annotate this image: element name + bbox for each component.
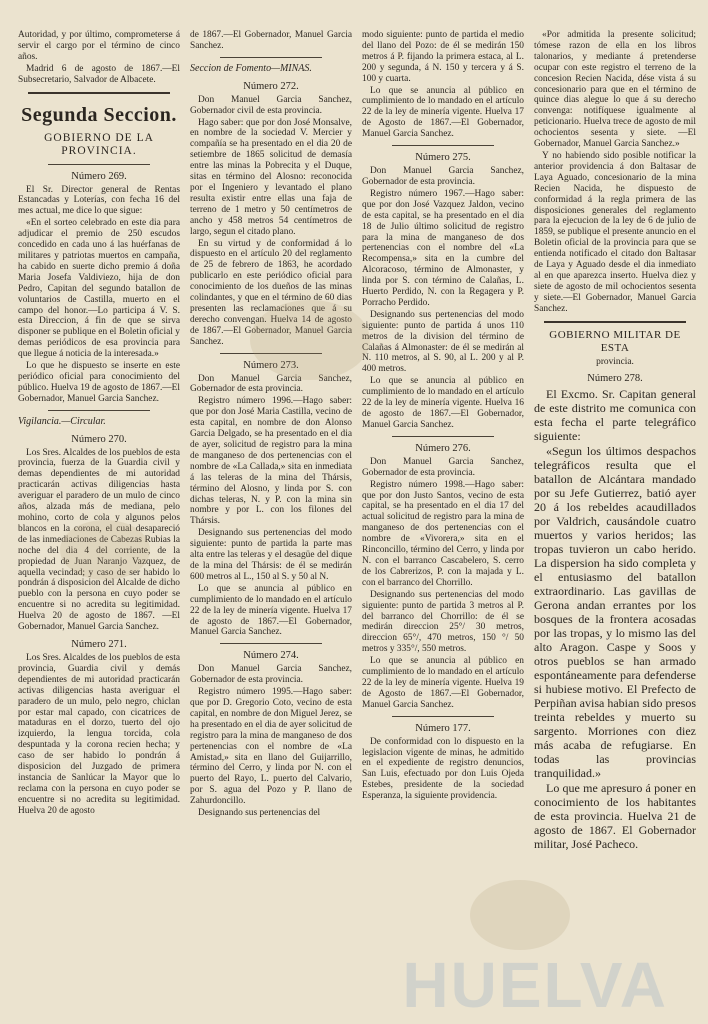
columns [18, 30, 696, 1014]
notice-text: Don Manuel Garcia Sanchez, Gobernador de esta provincia. [362, 456, 524, 478]
notice-text: Don Manuel Garcia Sanchez, Gobernador de esta provincia. [362, 166, 524, 187]
divider [392, 716, 494, 717]
divider [48, 410, 150, 411]
telegram-block [534, 387, 696, 851]
notice-text: Designando sus pertenencias del modo siguiente: punto de partida á unos 110 metros de la division del término de Calañas á Almonaster: de él se medirán al N. 110 metros, al S. 90, al L. 200 y al P. 400 metros. [362, 309, 524, 375]
notice-number: Número 272. [243, 80, 299, 92]
notice-text: Registro número 1998.—Hago saber: que por don Justo Santos, vecino de esta capital, se ha presentado en el dia 17 del actual solicitud de registro para la mina de manganeso de dos pertenencias con el nombre de «Vivorera,» sita en el Rinconcillo, término del Cerro, y linda por N. con el barranco Cascabelero, S. cerro de los Cabrerizos, P. con la majada y L. con el barranco del Chorrillo. [362, 479, 524, 588]
military-heading: GOBIERNO MILITAR DE ESTA [549, 328, 681, 354]
notice-text: Don Manuel Garcia Sanchez, Gobernador civil de esta provincia. [190, 94, 352, 116]
notice-text: El Excmo. Sr. Capitan general de este distrito me comunica con esta fecha el parte telegráfico siguiente: [534, 387, 696, 444]
divider [220, 353, 322, 354]
gov-heading: GOBIERNO DE LA PROVINCIA. [44, 131, 154, 157]
intro-text: Autoridad, y por último, comprometerse á servir el cargo por el término de cinco años. [18, 30, 180, 62]
notice-text: «En el sorteo celebrado en este dia para adjudicar el premio de 250 escudos concedido en cada uno á las huérfanas de militares y patriotas muertos en campaña, ha cabido en suerte dicho premio á doña Maria Josefa Valdiviezo, hija de don Pedro, Capitan del segundo batallon de voluntarios de Castilla, muerto en el campo del honor.—Lo participa á V. S. esta Direccion, á fin de que se sirva disponer se publique en el Boletin oficial y demas periódicos de esa provincia para que llegue á noticia de la interesada.» [18, 218, 180, 360]
notice-text: Lo que se anuncia al público en cumplimiento de lo mandado en el artículo 22 de la ley de minería vigente. Huelva 17 de Agosto de 1867.—El Gobernador, Manuel Garcia Sanchez. [362, 85, 524, 140]
notice-number: Número 273. [243, 359, 299, 371]
notice-text: De conformidad con lo dispuesto en la legislacion vigente de minas, he admitido en el expediente de registro denuncios, San Luis, efectuado por don Luis Ojeda Estebes, presidente de la sociedad Esperanza, la siguiente providencia. [362, 736, 524, 802]
military-subheading: provincia. [596, 356, 634, 367]
notice-text: Designando sus pertenencias del modo siguiente: punto de partida 3 metros al P. del barranco del Chorrillo: de él se medirán direccion 25°/ 30 metros, direccion 65°/, 470 metros, 150 °/ 50 metros y 335°/, 550 metros. [362, 589, 524, 655]
notice-text: Los Sres. Alcaldes de los pueblos de esta provincia, Guardia civil y demás dependientes de mi autoridad practicarán activas diligencias hasta averiguar el paradero de un mulo, pelo negro, chiclan por estar mal capado, con cicatrices de mataduras en el dorzo, tuerto del ojo izquierdo, la lengua torcida, cola despuntada y la corona recien hecha; y caso de ser habido lo pondrán á disposicion del Juzgado de primera instancia de Sanlúcar la Mayor que lo reclama con la persona en cuyo poder se encuentre si no acredita su legitimidad. Huelva 20 de agosto [18, 652, 180, 816]
notice-text: «Por admitida la presente solicitud; tómese razon de ella en los libros talonarios, y mediante á pretenderse ocupar con este registro el terreno de la concesion Recien Nacida, dése vista á su concesionario para que en el término de quince dias alegue lo que á su derecho convenga: notifíquese igualmente al peticionario. Huelva trece de agosto de mil ochocientos sesenta y siete. —El Gobernador, Manuel Garcia Sanchez.» [534, 30, 696, 150]
library-watermark: HUELVA [402, 949, 668, 1021]
notice-text: Lo que se anuncia al público en cumplimiento de lo mandado en el artículo 22 de la ley de minería vigente. Huelva 16 de agosto de 1867.—El Gobernador, Manuel Garcia Sanchez. [362, 376, 524, 430]
divider [392, 145, 494, 146]
notice-number: Número 270. [71, 433, 127, 445]
notice-text: modo siguiente: punto de partida el medio del llano del Pozo: de él se medirán 150 metros á P. fijando la primera estaca, al L. 200 y segunda, á N. 150 y tercera y á S. 100 y cuarta. [362, 30, 524, 84]
notice-number: Número 269. [71, 170, 127, 182]
column-2 [190, 30, 352, 1014]
notice-text: El Sr. Director general de Rentas Estancadas y Loterías, con fecha 16 del mes actual, me dice lo que sigue: [18, 184, 180, 217]
notice-number: Número 271. [71, 638, 127, 650]
notice-text: Lo que me apresuro á poner en conocimiento de los habitantes de esta provincia. Huelva 21 de agosto de 1867. El Gobernador militar, José Pacheco. [534, 781, 696, 852]
notice-text: Don Manuel Garcia Sanchez, Gobernador de esta provincia. [190, 373, 352, 395]
notice-text: Lo que se anuncia al público en cumplimiento de lo mandado en el artículo 22 de la ley de minería vigente. Huelva 17 de agosto de 1867.—El Gobernador, Manuel Garcia Sanchez. [190, 583, 352, 638]
notice-text: Lo que he dispuesto se inserte en este periódico oficial para conocimiento del público. Huelva 19 de agosto de 1867.—El Gobernador, Manuel Garcia Sanchez. [18, 361, 180, 404]
notice-text: Hago saber: que por don José Monsalve, en nombre de la sociedad V. Mercier y compañía se ha presentado en el dia 20 de setiembre de 1865 solicitud de demasía entre las minas la Pobrecita y el Duque, sitas en término del Alosno: reconocida por el Ingeniero y levantado el plano resulta existir entre ellas una faja de terreno de 1 metro y 50 centímetros de ancho y 458 metros 54 centímetros de largo, segun el citado plano. [190, 117, 352, 237]
divider [220, 643, 322, 644]
vigilancia-heading: Vigilancia.—Circular. [18, 415, 106, 427]
notice-number: Número 274. [243, 650, 299, 662]
notice-text: Designando sus pertenencias del [198, 808, 321, 819]
notice-text: Lo que se anuncia al público en cumplimiento de lo mandado en el artículo 22 de la ley de minería vigente. Huelva 19 de Agosto de 1867.—El Gobernador, Manuel Garcia Sanchez. [362, 656, 524, 710]
divider [48, 164, 150, 165]
divider [220, 57, 322, 58]
notice-text: Los Sres. Alcaldes de los pueblos de esta provincia, fuerza de la Guardia civil y demas dependientes de mi autoridad practicarán activas diligencias hasta averiguar el paradero de un mulo de cinco años, alzada más de mediana, pelo mohino, corto de cola y algunos pelos blancos en la corona, el cual desapareció de las inmediaciones de Cabezas Rubias la noche del dia 4 del corriente, de la propiedad de Juan Naranjo Vazquez, de aquella vecindad; y caso de ser habido lo pondrán á disposicion del Alcalde de dicho pueblo con la persona en cuyo poder se encuentre si no acredita su legitimidad. Huelva 20 de agosto de 1867. —El Gobernador, Manuel Garcia Sanchez. [18, 447, 180, 633]
notice-number: Número 278. [587, 373, 643, 385]
notice-number: Número 275. [415, 152, 471, 164]
section-title: Segunda Seccion. [21, 103, 177, 126]
notice-text: Designando sus pertenencias del modo siguiente: punto de partida la parte mas alta entre las teleras y el desagüe del dique de la mina del Thársis: de él se medirán 600 metros al L., 150 al S. y 50 al N. [190, 528, 352, 582]
intro-signature: Madrid 6 de agosto de 1867.—El Subsecretario, Salvador de Albacete. [18, 63, 180, 85]
notice-text: «Segun los últimos despachos telegráficos resulta que el batallon de Alcántara mandado por su Jefe Gutierrez, batió ayer 20 á los rebeldes acaudillados por Valdrich, causándole cuatro muertos y varios heridos; las tropas tuvieron un cabo herido. La dispersion ha sido completa y el entusiasmo del batallon extraordinario. Las gavillas de Gerona andan errantes por los bosques de la frontera acosadas por las tropas, y lo mismo las del alto Aragon. Caspe y Soos y otros pueblos se han armado espontáneamente para defenderse si hubiese motivo. El Prefecto de Perpiñan avisa habian sido presos treinta rebeldes y muerto su sargento. Morriones con diez más acaba de refugiarse. En todas las provincias tranquilidad.» [534, 444, 696, 781]
divider [28, 92, 170, 94]
column-1 [18, 30, 180, 1014]
column-3 [362, 30, 524, 1014]
notice-text: de 1867.—El Gobernador, Manuel Garcia Sanchez. [190, 30, 352, 51]
notice-number: Número 177. [415, 722, 471, 734]
notice-number: Número 276. [415, 442, 471, 454]
notice-text: Registro número 1967.—Hago saber: que por don José Vazquez Jaldon, vecino de esta capital, se ha presentado en el dia 18 de Julio último solicitud de registro para la mina de manganeso de dos pertenencias con el nombre del «La Recompensa,» sita en la cumbre del Alcoracoso, término de Almonaster, y linda por S. con término de Calañas, L. Huerto Perdido, N. con la Regagera y P. Porracho Perdido. [362, 188, 524, 308]
column-4 [534, 30, 696, 1014]
notice-text: Registro número 1996.—Hago saber: que por don José Maria Castilla, vecino de esta capital, en nombre de don Alonso Garcia Delgado, se ha presentado en el dia de ayer, solicitud de registro para la mina de manganeso de dos pertenencias con el nombre de «La Callada,» sita en inmediata á las teleras de la mina del Thársis, término del Alosno, y linda por S. con dichas teleras, N. y P. con la mina sin nombre y por L. con los filones del Thársis. [190, 396, 352, 527]
notice-text: Registro número 1995.—Hago saber: que por D. Gregorio Coto, vecino de esta capital, en nombre de don Miguel Jerez, se ha presentado en el dia de ayer solicitud de registro para la mina de manganeso de dos pertenencias con el nombre de «La Amistad,» sita en llano del Guijarrillo, término del Cerro, y linda por N. con el puerto del Rayo, L. puerto del Calvario, por S. agua del Pozo y P. llano de Zahurdoncillo. [190, 687, 352, 807]
notice-text: En su virtud y de conformidad á lo dispuesto en el artículo 20 del reglamento de 25 de febrero de 1863, he acordado publicarlo en este periódico oficial para conocimiento de los dueños de las minas colindantes, y que en el término de 60 dias presenten las reclamaciones que á su derecho convengan. Huelva 14 de agosto de 1867.—El Gobernador, Manuel Garcia Sanchez. [190, 238, 352, 347]
fomento-heading: Seccion de Fomento—MINAS. [190, 62, 312, 74]
notice-text: Y no habiendo sido posible notificar la anterior providencia á don Baltasar de Laya Aguado, concesionario de la mina Recien Nacida, he dispuesto de conformidad á la regla primera de las disposiciones generales del reglamento para la ejecucion de la ley de 6 de julio de 1859, se publique el presente anuncio en el Boletin oficial de la provincia para que se entienda notificado el citado don Baltasar de Laya y Aguado desde el dia inmediato al en que aparezca inserto. Huelva diez y siete de agosto de mil ochocientos sesenta y siete.—El Gobernador, Manuel Garcia Sanchez. [534, 150, 696, 314]
divider [392, 436, 494, 437]
divider [544, 321, 686, 323]
notice-text: Don Manuel Garcia Sanchez, Gobernador de esta provincia. [190, 664, 352, 686]
